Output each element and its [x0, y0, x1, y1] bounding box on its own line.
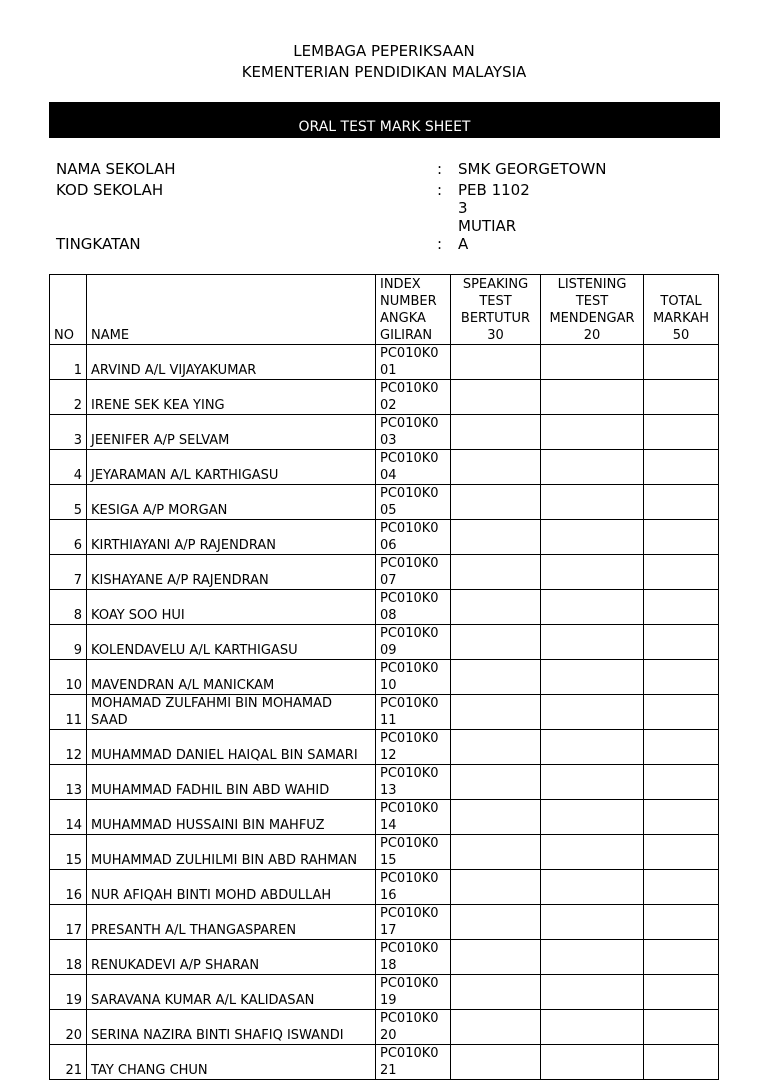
- header-line: 30: [487, 328, 504, 343]
- listening-mark-cell[interactable]: [541, 870, 644, 905]
- listening-mark-cell[interactable]: [541, 380, 644, 415]
- speaking-mark-cell[interactable]: [451, 450, 541, 485]
- student-name: NUR AFIQAH BINTI MOHD ABDULLAH: [87, 870, 376, 905]
- listening-mark-cell[interactable]: [541, 975, 644, 1010]
- index-number: PC010K002: [376, 380, 451, 415]
- table-row: [50, 450, 719, 485]
- total-mark-cell[interactable]: [644, 870, 719, 905]
- table-row: [50, 905, 719, 940]
- total-mark-cell[interactable]: [644, 555, 719, 590]
- total-mark-cell[interactable]: [644, 975, 719, 1010]
- speaking-mark-cell[interactable]: [451, 835, 541, 870]
- header-line: MENDENGAR: [549, 311, 635, 326]
- listening-mark-cell[interactable]: [541, 415, 644, 450]
- student-name: RENUKADEVI A/P SHARAN: [87, 940, 376, 975]
- row-number: 12: [50, 730, 87, 765]
- column-header-listening: [541, 275, 644, 345]
- listening-mark-cell[interactable]: [541, 485, 644, 520]
- student-name: KOAY SOO HUI: [87, 590, 376, 625]
- title-banner: [49, 102, 720, 138]
- row-number: 17: [50, 905, 87, 940]
- school-name-value: SMK GEORGETOWN: [458, 160, 607, 178]
- index-number: PC010K009: [376, 625, 451, 660]
- speaking-mark-cell[interactable]: [451, 1010, 541, 1045]
- row-number: 21: [50, 1045, 87, 1080]
- school-name-label: NAMA SEKOLAH: [56, 160, 176, 178]
- index-number: PC010K003: [376, 415, 451, 450]
- row-number: 15: [50, 835, 87, 870]
- total-mark-cell[interactable]: [644, 730, 719, 765]
- colon: :: [437, 181, 443, 199]
- row-number: 20: [50, 1010, 87, 1045]
- speaking-mark-cell[interactable]: [451, 555, 541, 590]
- total-mark-cell[interactable]: [644, 625, 719, 660]
- row-number: 8: [50, 590, 87, 625]
- listening-mark-cell[interactable]: [541, 1045, 644, 1080]
- header-line: TEST: [575, 294, 609, 309]
- index-number: PC010K004: [376, 450, 451, 485]
- page-title: ORAL TEST MARK SHEET: [298, 119, 471, 135]
- table-row: [50, 695, 719, 730]
- column-header-name: NAME: [87, 275, 376, 345]
- table-row: [50, 870, 719, 905]
- row-number: 4: [50, 450, 87, 485]
- listening-mark-cell[interactable]: [541, 450, 644, 485]
- header-line: BERTUTUR: [460, 311, 531, 326]
- index-number: PC010K017: [376, 905, 451, 940]
- table-row: [50, 520, 719, 555]
- student-name: KESIGA A/P MORGAN: [87, 485, 376, 520]
- speaking-mark-cell[interactable]: [451, 870, 541, 905]
- listening-mark-cell[interactable]: [541, 520, 644, 555]
- row-number: 3: [50, 415, 87, 450]
- header-line: 50: [672, 328, 690, 343]
- column-header-total: [644, 275, 719, 345]
- student-name: JEENIFER A/P SELVAM: [87, 415, 376, 450]
- header-line: GILIRAN: [380, 328, 433, 343]
- index-number: PC010K018: [376, 940, 451, 975]
- row-number: 10: [50, 660, 87, 695]
- form-value-line-1: 3: [458, 199, 468, 217]
- table-row: [50, 625, 719, 660]
- speaking-mark-cell[interactable]: [451, 415, 541, 450]
- student-name: KISHAYANE A/P RAJENDRAN: [87, 555, 376, 590]
- listening-mark-cell[interactable]: [541, 940, 644, 975]
- table-row: [50, 975, 719, 1010]
- table-row: [50, 660, 719, 695]
- speaking-mark-cell[interactable]: [451, 765, 541, 800]
- student-name: MUHAMMAD ZULHILMI BIN ABD RAHMAN: [87, 835, 376, 870]
- total-mark-cell[interactable]: [644, 380, 719, 415]
- row-number: 5: [50, 485, 87, 520]
- listening-mark-cell[interactable]: [541, 730, 644, 765]
- header-line: LISTENING: [557, 277, 627, 292]
- row-number: 18: [50, 940, 87, 975]
- index-number: PC010K015: [376, 835, 451, 870]
- total-mark-cell[interactable]: [644, 835, 719, 870]
- total-mark-cell[interactable]: [644, 695, 719, 730]
- speaking-mark-cell[interactable]: [451, 800, 541, 835]
- listening-mark-cell[interactable]: [541, 1010, 644, 1045]
- index-number: PC010K001: [376, 345, 451, 380]
- table-row: [50, 800, 719, 835]
- listening-mark-cell[interactable]: [541, 905, 644, 940]
- speaking-mark-cell[interactable]: [451, 590, 541, 625]
- speaking-mark-cell[interactable]: [451, 695, 541, 730]
- colon: :: [437, 160, 443, 178]
- index-number: PC010K014: [376, 800, 451, 835]
- table-row: [50, 485, 719, 520]
- table-row: [50, 415, 719, 450]
- listening-mark-cell[interactable]: [541, 625, 644, 660]
- index-number: PC010K020: [376, 1010, 451, 1045]
- speaking-mark-cell[interactable]: [451, 520, 541, 555]
- student-name: MUHAMMAD DANIEL HAIQAL BIN SAMARI: [87, 730, 376, 765]
- speaking-mark-cell[interactable]: [451, 345, 541, 380]
- index-number: PC010K013: [376, 765, 451, 800]
- total-mark-cell[interactable]: [644, 345, 719, 380]
- student-name: MUHAMMAD HUSSAINI BIN MAHFUZ: [87, 800, 376, 835]
- student-name: KOLENDAVELU A/L KARTHIGASU: [87, 625, 376, 660]
- table-row: [50, 765, 719, 800]
- table-row: [50, 590, 719, 625]
- table-header-row: [50, 275, 719, 345]
- student-name: TAY CHANG CHUN: [87, 1045, 376, 1080]
- listening-mark-cell[interactable]: [541, 695, 644, 730]
- form-value-line-2: MUTIAR: [458, 217, 517, 235]
- table-row: [50, 940, 719, 975]
- header-line-1: LEMBAGA PEPERIKSAAN: [293, 42, 475, 60]
- total-mark-cell[interactable]: [644, 765, 719, 800]
- index-number: PC010K021: [376, 1045, 451, 1080]
- total-mark-cell[interactable]: [644, 415, 719, 450]
- header-line: ANGKA: [380, 311, 426, 326]
- listening-mark-cell[interactable]: [541, 590, 644, 625]
- speaking-mark-cell[interactable]: [451, 380, 541, 415]
- index-number: PC010K016: [376, 870, 451, 905]
- total-mark-cell[interactable]: [644, 940, 719, 975]
- student-name: MUHAMMAD FADHIL BIN ABD WAHID: [87, 765, 376, 800]
- total-mark-cell[interactable]: [644, 485, 719, 520]
- speaking-mark-cell[interactable]: [451, 730, 541, 765]
- index-number: PC010K007: [376, 555, 451, 590]
- table-row: [50, 1045, 719, 1080]
- column-header-index: [376, 275, 451, 345]
- student-name: MOHAMAD ZULFAHMI BIN MOHAMAD SAAD: [87, 695, 376, 730]
- table-row: [50, 835, 719, 870]
- column-header-no: NO: [50, 275, 87, 345]
- row-number: 2: [50, 380, 87, 415]
- header-line: SPEAKING: [462, 277, 529, 292]
- total-mark-cell[interactable]: [644, 660, 719, 695]
- listening-mark-cell[interactable]: [541, 835, 644, 870]
- header-line: TEST: [479, 294, 512, 309]
- table-row: [50, 1010, 719, 1045]
- speaking-mark-cell[interactable]: [451, 485, 541, 520]
- index-number: PC010K006: [376, 520, 451, 555]
- listening-mark-cell[interactable]: [541, 800, 644, 835]
- listening-mark-cell[interactable]: [541, 555, 644, 590]
- row-number: 11: [50, 695, 87, 730]
- index-number: PC010K019: [376, 975, 451, 1010]
- column-header-speaking: [451, 275, 541, 345]
- total-mark-cell[interactable]: [644, 1010, 719, 1045]
- student-name: ARVIND A/L VIJAYAKUMAR: [87, 345, 376, 380]
- speaking-mark-cell[interactable]: [451, 1045, 541, 1080]
- speaking-mark-cell[interactable]: [451, 905, 541, 940]
- student-name: PRESANTH A/L THANGASPAREN: [87, 905, 376, 940]
- row-number: 19: [50, 975, 87, 1010]
- index-number: PC010K010: [376, 660, 451, 695]
- total-mark-cell[interactable]: [644, 800, 719, 835]
- table-row: [50, 555, 719, 590]
- form-value-line-3: A: [458, 235, 469, 253]
- table-row: [50, 380, 719, 415]
- student-name: KIRTHIAYANI A/P RAJENDRAN: [87, 520, 376, 555]
- colon: :: [437, 235, 443, 253]
- row-number: 6: [50, 520, 87, 555]
- row-number: 7: [50, 555, 87, 590]
- speaking-mark-cell[interactable]: [451, 975, 541, 1010]
- index-number: PC010K005: [376, 485, 451, 520]
- header-line: 20: [583, 328, 601, 343]
- row-number: 1: [50, 345, 87, 380]
- speaking-mark-cell[interactable]: [451, 940, 541, 975]
- student-name: JEYARAMAN A/L KARTHIGASU: [87, 450, 376, 485]
- student-name: IRENE SEK KEA YING: [87, 380, 376, 415]
- row-number: 13: [50, 765, 87, 800]
- index-number: PC010K008: [376, 590, 451, 625]
- total-mark-cell[interactable]: [644, 590, 719, 625]
- index-number: PC010K011: [376, 695, 451, 730]
- index-number: PC010K012: [376, 730, 451, 765]
- total-mark-cell[interactable]: [644, 450, 719, 485]
- speaking-mark-cell[interactable]: [451, 660, 541, 695]
- header-line: TOTAL: [660, 294, 702, 309]
- student-name: MAVENDRAN A/L MANICKAM: [87, 660, 376, 695]
- form-label: TINGKATAN: [56, 235, 141, 253]
- row-number: 14: [50, 800, 87, 835]
- mark-sheet-table: [49, 274, 719, 1080]
- listening-mark-cell[interactable]: [541, 660, 644, 695]
- total-mark-cell[interactable]: [644, 905, 719, 940]
- school-code-value: PEB 1102: [458, 181, 530, 199]
- table-row: [50, 730, 719, 765]
- header-line: NUMBER: [380, 294, 437, 309]
- header-line-2: KEMENTERIAN PENDIDIKAN MALAYSIA: [241, 63, 527, 81]
- header-line: MARKAH: [652, 311, 710, 326]
- speaking-mark-cell[interactable]: [451, 625, 541, 660]
- student-name: SERINA NAZIRA BINTI SHAFIQ ISWANDI: [87, 1010, 376, 1045]
- total-mark-cell[interactable]: [644, 520, 719, 555]
- header-line: INDEX: [380, 277, 421, 292]
- listening-mark-cell[interactable]: [541, 765, 644, 800]
- row-number: 16: [50, 870, 87, 905]
- student-name: SARAVANA KUMAR A/L KALIDASAN: [87, 975, 376, 1010]
- school-code-label: KOD SEKOLAH: [56, 181, 164, 199]
- total-mark-cell[interactable]: [644, 1045, 719, 1080]
- row-number: 9: [50, 625, 87, 660]
- table-row: [50, 345, 719, 380]
- listening-mark-cell[interactable]: [541, 345, 644, 380]
